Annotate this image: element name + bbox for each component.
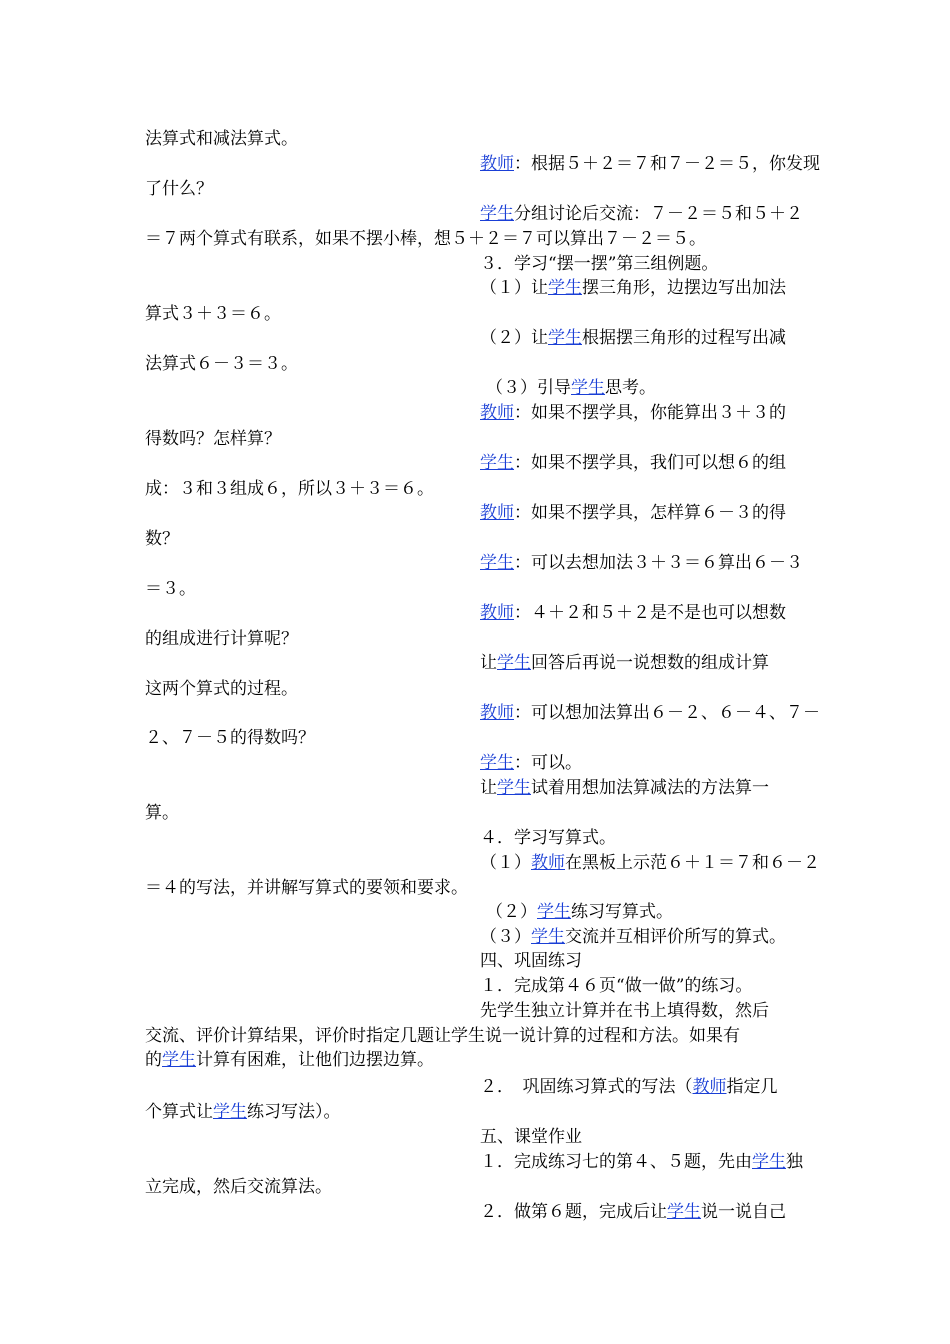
text-line <box>480 452 786 474</box>
line-text: （３） <box>480 927 531 947</box>
line-text: ：可以想加法算出６－２、６－４、７－ <box>514 703 820 723</box>
line-text: ：４＋２和５＋２是不是也可以想数 <box>514 603 786 623</box>
text-line <box>480 1151 803 1173</box>
student-link[interactable]: 学生 <box>571 378 605 398</box>
line-text: 独 <box>786 1152 803 1172</box>
teacher-link[interactable]: 教师 <box>480 403 514 423</box>
teacher-link[interactable]: 教师 <box>531 853 565 873</box>
line-text: ２． 巩固练习算式的写法（ <box>480 1077 693 1097</box>
student-link[interactable]: 学生 <box>213 1102 247 1122</box>
line-text: ：根据５＋２＝７和７－２＝５，你发现 <box>514 154 820 174</box>
line-text: （２）让 <box>480 328 548 348</box>
student-link[interactable]: 学生 <box>497 653 531 673</box>
text-line <box>145 1101 341 1123</box>
student-link[interactable]: 学生 <box>497 778 531 798</box>
line-text: （３）引导 <box>486 378 571 398</box>
text-line: ３．学习“摆一摆”第三组例题。 <box>480 254 719 274</box>
text-line <box>480 153 820 175</box>
text-line <box>486 901 673 923</box>
student-link[interactable]: 学生 <box>162 1050 196 1070</box>
text-line <box>480 1076 778 1098</box>
text-line: 交流、评价计算结果，评价时指定几题让学生说一说计算的过程和方法。如果有 <box>145 1026 740 1046</box>
text-line: 立完成，然后交流算法。 <box>145 1177 332 1197</box>
student-link[interactable]: 学生 <box>752 1152 786 1172</box>
text-line <box>480 777 769 799</box>
line-text: 个算式让 <box>145 1102 213 1122</box>
student-link[interactable]: 学生 <box>480 753 514 773</box>
text-line <box>486 377 656 399</box>
text-line: ２、７－５的得数吗？ <box>145 728 315 748</box>
text-line: ＝４的写法，并讲解写算式的要领和要求。 <box>145 878 468 898</box>
line-text: 交流并互相评价所写的算式。 <box>565 927 786 947</box>
text-line: 这两个算式的过程。 <box>145 679 298 699</box>
text-line <box>480 702 820 724</box>
line-text: 说一说自己 <box>701 1202 786 1222</box>
text-line <box>145 1049 434 1071</box>
text-line <box>480 277 786 299</box>
student-link[interactable]: 学生 <box>537 902 571 922</box>
text-line: 算式３＋３＝６。 <box>145 304 281 324</box>
line-text: １．完成练习七的第４、５题，先由 <box>480 1152 752 1172</box>
text-line <box>480 602 786 624</box>
line-text: 思考。 <box>605 378 656 398</box>
line-text: 根据摆三角形的过程写出减 <box>582 328 786 348</box>
line-text: 分组讨论后交流：７－２＝５和５＋２ <box>514 204 803 224</box>
teacher-link[interactable]: 教师 <box>480 503 514 523</box>
text-line: 算。 <box>145 803 179 823</box>
line-text: （１） <box>480 853 531 873</box>
text-line: 法算式和减法算式。 <box>145 129 298 149</box>
line-text: 让 <box>480 778 497 798</box>
text-line: ４．学习写算式。 <box>480 828 616 848</box>
teacher-link[interactable]: 教师 <box>480 154 514 174</box>
text-line <box>480 203 803 225</box>
text-line <box>480 852 820 874</box>
line-text: 练习写算式。 <box>571 902 673 922</box>
text-line <box>480 502 786 524</box>
text-line: ＝３。 <box>145 579 196 599</box>
student-link[interactable]: 学生 <box>531 927 565 947</box>
text-line: 先学生独立计算并在书上填得数，然后 <box>480 1001 769 1021</box>
line-text: ：如果不摆学具，怎样算６－３的得 <box>514 503 786 523</box>
line-text: 摆三角形，边摆边写出加法 <box>582 278 786 298</box>
line-text: 让 <box>480 653 497 673</box>
text-line <box>480 402 786 424</box>
text-line: 的组成进行计算呢？ <box>145 629 298 649</box>
text-line <box>480 926 786 948</box>
student-link[interactable]: 学生 <box>548 328 582 348</box>
text-line: 五、课堂作业 <box>480 1127 582 1147</box>
line-text: ：如果不摆学具，你能算出３＋３的 <box>514 403 786 423</box>
text-line: 数？ <box>145 529 179 549</box>
teacher-link[interactable]: 教师 <box>692 1077 727 1097</box>
line-text: 回答后再说一说想数的组成计算 <box>531 653 769 673</box>
text-line <box>480 552 803 574</box>
line-text: ：可以。 <box>514 753 582 773</box>
text-line: 得数吗？怎样算？ <box>145 429 281 449</box>
line-text: 试着用想加法算减法的方法算一 <box>531 778 769 798</box>
student-link[interactable]: 学生 <box>667 1202 701 1222</box>
text-line: 法算式６－３＝３。 <box>145 354 298 374</box>
text-line: 成：３和３组成６，所以３＋３＝６。 <box>145 479 434 499</box>
line-text: 在黑板上示范６＋１＝７和６－２ <box>565 853 820 873</box>
teacher-link[interactable]: 教师 <box>480 703 514 723</box>
text-line: １．完成第４６页“做一做”的练习。 <box>480 976 753 996</box>
text-line <box>480 1201 786 1223</box>
line-text: 指定几 <box>726 1077 778 1097</box>
student-link[interactable]: 学生 <box>548 278 582 298</box>
student-link[interactable]: 学生 <box>480 453 514 473</box>
line-text: （１）让 <box>480 278 548 298</box>
text-line: 四、巩固练习 <box>480 951 582 971</box>
line-text: ：可以去想加法３＋３＝６算出６－３ <box>514 553 803 573</box>
teacher-link[interactable]: 教师 <box>480 603 514 623</box>
line-text: ：如果不摆学具，我们可以想６的组 <box>514 453 786 473</box>
line-text: 练习写法）。 <box>247 1102 341 1122</box>
text-line: 了什么？ <box>145 179 213 199</box>
text-line <box>480 752 582 774</box>
student-link[interactable]: 学生 <box>480 204 514 224</box>
text-line: ＝７两个算式有联系，如果不摆小棒，想５＋２＝７可以算出７－２＝５。 <box>145 229 706 249</box>
text-line <box>480 652 769 674</box>
line-text: 计算有困难，让他们边摆边算。 <box>196 1050 434 1070</box>
line-text: 的 <box>145 1050 162 1070</box>
line-text: （２） <box>486 902 537 922</box>
line-text: ２．做第６题，完成后让 <box>480 1202 667 1222</box>
student-link[interactable]: 学生 <box>480 553 514 573</box>
text-line <box>480 327 786 349</box>
